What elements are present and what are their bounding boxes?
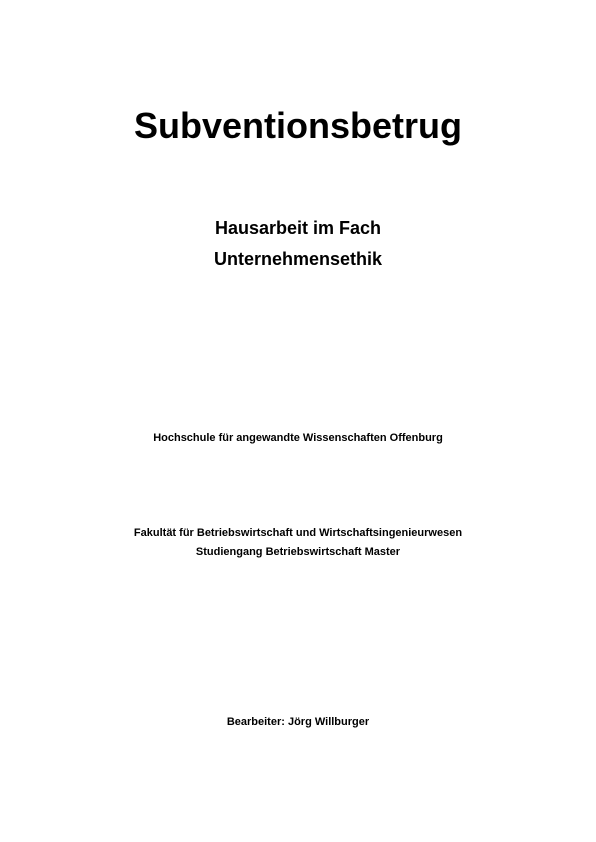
faculty-name: Fakultät für Betriebswirtschaft und Wirtschaftsingenieurwesen [133, 527, 463, 539]
author-line: Bearbeiter: Jörg Willburger [226, 716, 370, 728]
institution-name: Hochschule für angewandte Wissenschaften Offenburg [153, 432, 443, 444]
study-program: Studiengang Betriebswirtschaft Master [195, 546, 401, 558]
document-title: Subventionsbetrug [133, 105, 462, 146]
document-subtitle-line-1: Hausarbeit im Fach [214, 218, 382, 238]
document-subtitle-line-2: Unternehmensethik [213, 249, 383, 269]
